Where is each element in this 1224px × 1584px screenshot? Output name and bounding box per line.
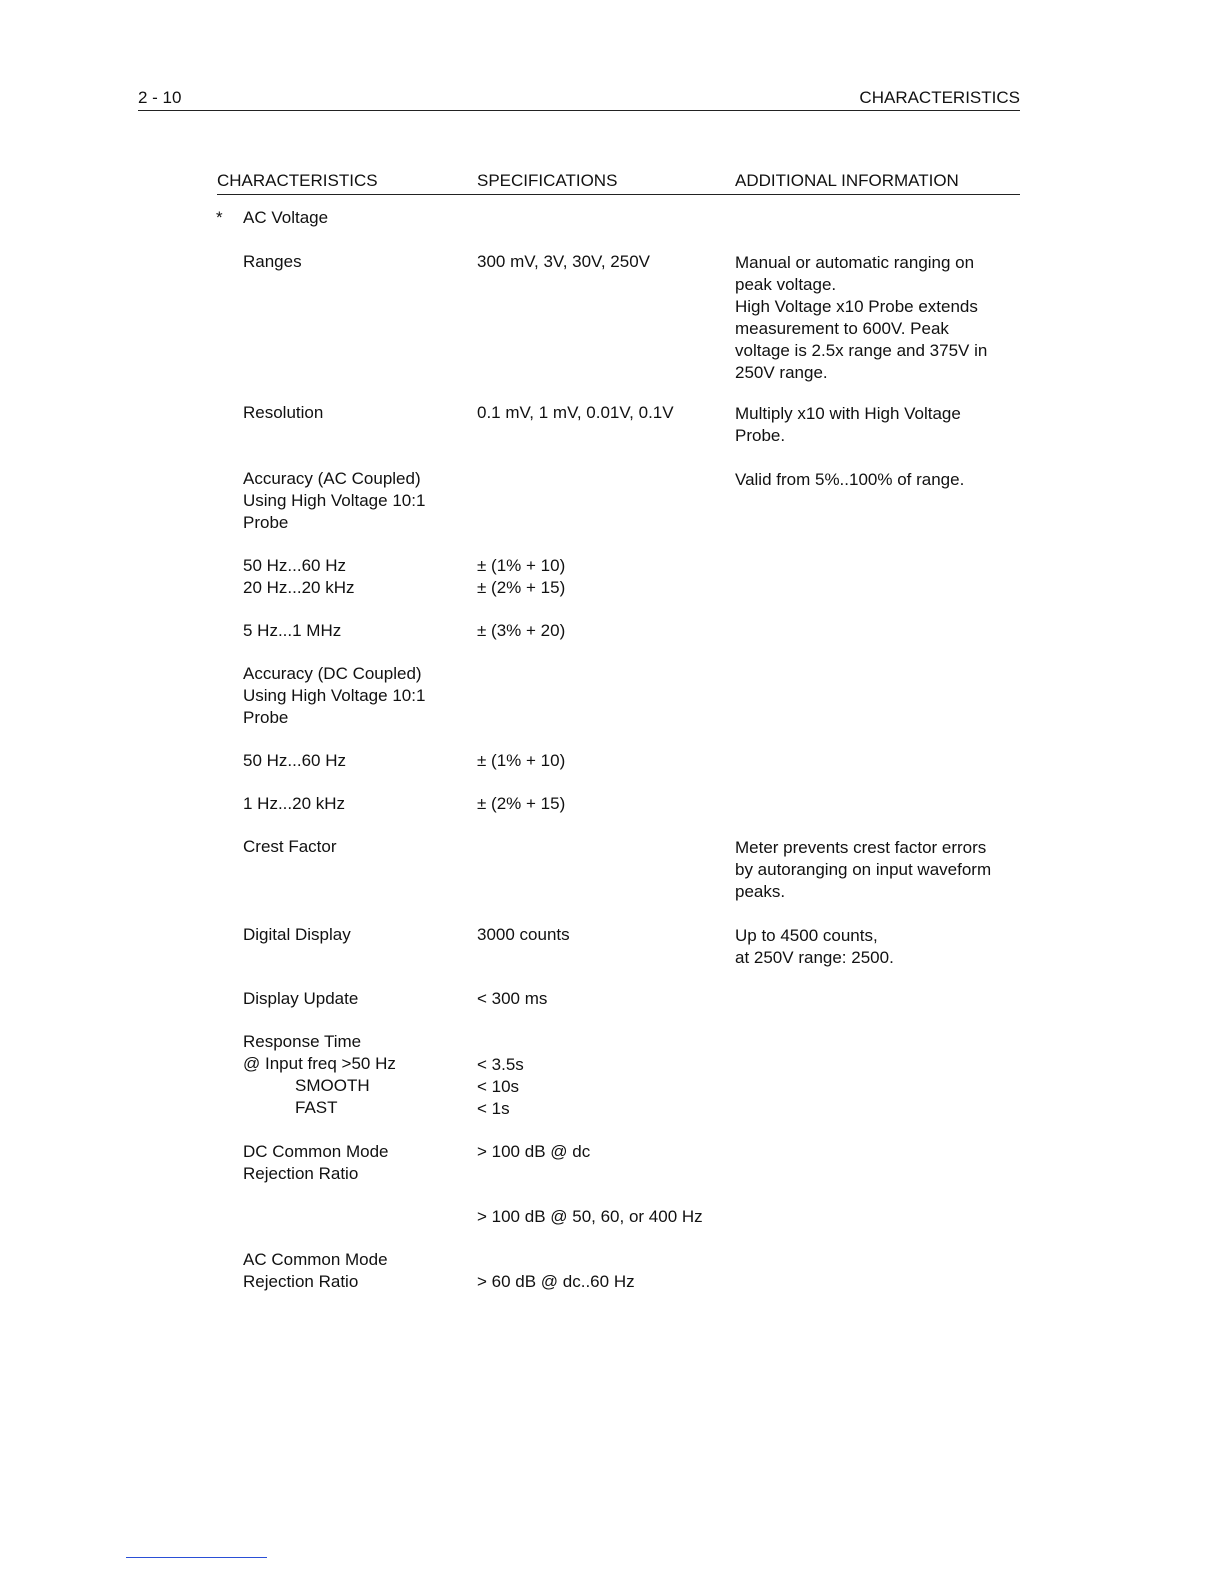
- dc-cmrr-label: DC Common Mode Rejection Ratio: [243, 1142, 389, 1183]
- footer-rule: [126, 1557, 267, 1558]
- dc-freq-spec-2: ± (2% + 15): [477, 794, 566, 813]
- resolution-spec: 0.1 mV, 1 mV, 0.01V, 0.1V: [477, 403, 674, 422]
- ac-freq-cmrr-spec: > 100 dB @ 50, 60, or 400 Hz: [477, 1207, 703, 1226]
- dc-freq-label-2: 1 Hz...20 kHz: [243, 794, 346, 813]
- page-header: [138, 86, 1020, 111]
- digital-display-label: Digital Display: [243, 925, 351, 944]
- ac-cmrr-spec: > 60 dB @ dc..60 Hz: [477, 1272, 635, 1291]
- ranges-info: Manual or automatic ranging on peak voltage. High Voltage x10 Probe extends measurement to 600V. Peak voltage is 2.5x range and 375V in 250V range.: [735, 253, 988, 382]
- display-update-spec: < 300 ms: [477, 989, 548, 1008]
- col-header-characteristics: CHARACTERISTICS: [217, 171, 378, 190]
- resolution-info: Multiply x10 with High Voltage Probe.: [735, 404, 961, 445]
- accuracy-ac-label: Accuracy (AC Coupled) Using High Voltage 10:1 Probe: [243, 469, 426, 532]
- ac-cmrr-label: AC Common Mode Rejection Ratio: [243, 1250, 388, 1291]
- digital-display-info: Up to 4500 counts, at 250V range: 2500.: [735, 926, 894, 967]
- ranges-spec: 300 mV, 3V, 30V, 250V: [477, 252, 650, 271]
- section-title: CHARACTERISTICS: [859, 88, 1020, 107]
- col-header-specifications: SPECIFICATIONS: [477, 171, 618, 190]
- page-number: 2 - 10: [138, 88, 182, 107]
- crest-factor-label: Crest Factor: [243, 837, 337, 856]
- ac-freq-label-1: 50 Hz...60 Hz 20 Hz...20 kHz: [243, 556, 355, 597]
- response-time-spec: < 3.5s < 10s < 1s: [477, 1055, 524, 1118]
- dc-cmrr-spec: > 100 dB @ dc: [477, 1142, 591, 1161]
- bullet-marker: *: [216, 208, 223, 227]
- table-header: [217, 169, 1020, 195]
- ac-freq-label-2: 5 Hz...1 MHz: [243, 621, 342, 640]
- accuracy-dc-label: Accuracy (DC Coupled) Using High Voltage 10:1 Probe: [243, 664, 426, 727]
- response-time-modes: SMOOTH FAST: [295, 1076, 370, 1117]
- digital-display-spec: 3000 counts: [477, 925, 570, 944]
- col-header-additional: ADDITIONAL INFORMATION: [735, 171, 959, 190]
- crest-factor-info: Meter prevents crest factor errors by autoranging on input waveform peaks.: [735, 838, 992, 901]
- resolution-label: Resolution: [243, 403, 324, 422]
- ac-freq-spec-1: ± (1% + 10) ± (2% + 15): [477, 556, 566, 597]
- accuracy-ac-info: Valid from 5%..100% of range.: [735, 470, 965, 489]
- ranges-label: Ranges: [243, 252, 302, 271]
- response-time-label: Response Time @ Input freq >50 Hz: [243, 1032, 396, 1073]
- dc-freq-label-1: 50 Hz...60 Hz: [243, 751, 346, 770]
- section-heading: AC Voltage: [243, 208, 329, 227]
- display-update-label: Display Update: [243, 989, 359, 1008]
- ac-freq-spec-2: ± (3% + 20): [477, 621, 566, 640]
- dc-freq-spec-1: ± (1% + 10): [477, 751, 566, 770]
